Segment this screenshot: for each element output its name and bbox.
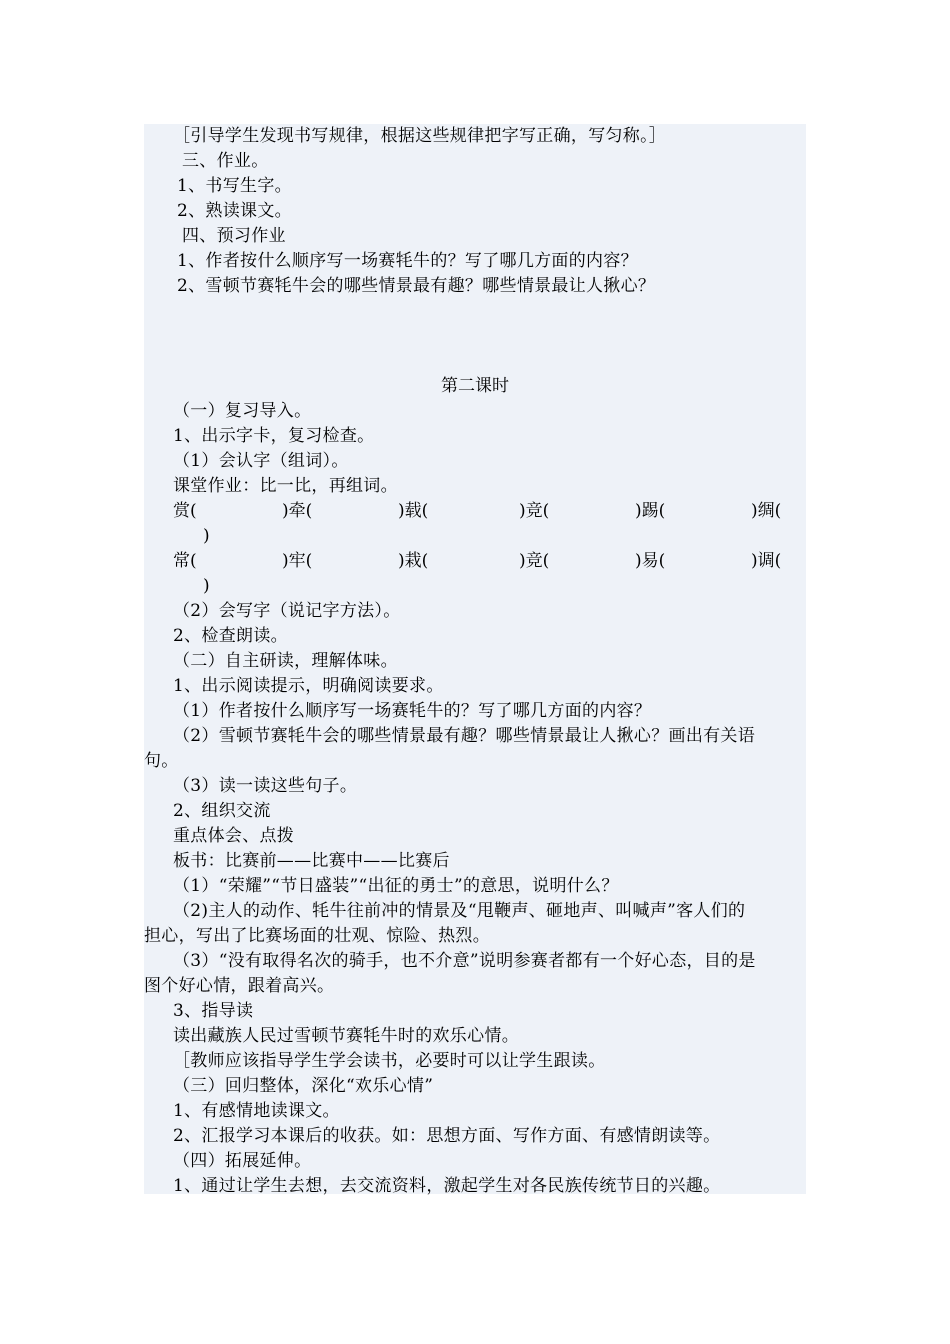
text-line: 读出藏族人民过雪顿节赛牦牛时的欢乐心情。 (173, 1026, 519, 1046)
word-cell: )栽( (398, 551, 429, 571)
text-line: ［引导学生发现书写规律，根据这些规律把字写正确，写匀称。］ (173, 126, 667, 146)
section-heading: 四、预习作业 (182, 226, 286, 246)
word-cell: )竞( (519, 501, 550, 521)
text-line: 2、汇报学习本课后的收获。如：思想方面、写作方面、有感情朗读等。 (173, 1126, 721, 1146)
text-line: 2、熟读课文。 (177, 201, 292, 221)
section-heading: （一）复习导入。 (173, 401, 312, 421)
section-heading: （三）回归整体，深化“欢乐心情” (173, 1076, 434, 1096)
word-cell: ) (203, 526, 210, 546)
text-line: 1、出示阅读提示，明确阅读要求。 (173, 676, 444, 696)
text-line: 1、出示字卡，复习检查。 (173, 426, 375, 446)
text-line: （1）作者按什么顺序写一场赛牦牛的？写了哪几方面的内容？ (173, 701, 652, 721)
word-cell: )易( (635, 551, 666, 571)
text-line: （3）“没有取得名次的骑手，也不介意”说明参赛者都有一个好心态，目的是 (173, 951, 756, 971)
word-cell: )踢( (635, 501, 666, 521)
text-line: 2、检查朗读。 (173, 626, 288, 646)
word-cell: ) (203, 576, 210, 596)
text-line: 2、组织交流 (173, 801, 271, 821)
text-line: 句。 (144, 751, 179, 771)
text-line: （3）读一读这些句子。 (173, 776, 358, 796)
word-cell: )调( (751, 551, 782, 571)
text-line: 担心，写出了比赛场面的壮观、惊险、热烈。 (144, 926, 490, 946)
section-heading: 三、作业。 (182, 151, 269, 171)
text-line: （2）雪顿节赛牦牛会的哪些情景最有趣？哪些情景最让人揪心？画出有关语 (173, 726, 756, 746)
board-writing: 板书：比赛前——比赛中——比赛后 (173, 851, 450, 871)
word-cell: )载( (398, 501, 429, 521)
text-line: （2）会写字（说记字方法）。 (173, 601, 401, 621)
lesson-title: 第二课时 (441, 376, 509, 396)
section-heading: （四）拓展延伸。 (173, 1151, 312, 1171)
word-cell: )牵( (282, 501, 313, 521)
word-cell: 赏( (173, 501, 197, 521)
text-line: 1、书写生字。 (177, 176, 292, 196)
word-cell: )牢( (282, 551, 313, 571)
word-cell: 常( (173, 551, 197, 571)
text-line: 课堂作业：比一比，再组词。 (173, 476, 398, 496)
text-line: （1）“荣耀”“节日盛装”“出征的勇士”的意思，说明什么？ (173, 876, 619, 896)
word-cell: )绸( (751, 501, 782, 521)
text-line: 重点体会、点拨 (173, 826, 295, 846)
text-line: （1）会认字（组词）。 (173, 451, 349, 471)
section-heading: （二）自主研读，理解体味。 (173, 651, 398, 671)
text-line: 1、作者按什么顺序写一场赛牦牛的？写了哪几方面的内容？ (177, 251, 638, 271)
word-cell: )竞( (519, 551, 550, 571)
text-line: 3、指导读 (173, 1001, 254, 1021)
text-line: 2、雪顿节赛牦牛会的哪些情景最有趣？哪些情景最让人揪心？ (177, 276, 656, 296)
text-line: 1、通过让学生去想，去交流资料，激起学生对各民族传统节日的兴趣。 (173, 1176, 721, 1196)
text-line: 1、有感情地读课文。 (173, 1101, 340, 1121)
text-line: 图个好心情，跟着高兴。 (144, 976, 335, 996)
text-line: ［教师应该指导学生学会读书，必要时可以让学生跟读。 (173, 1051, 606, 1071)
text-line: （2)主人的动作、牦牛往前冲的情景及“甩鞭声、砸地声、叫喊声”客人们的 (173, 901, 746, 921)
